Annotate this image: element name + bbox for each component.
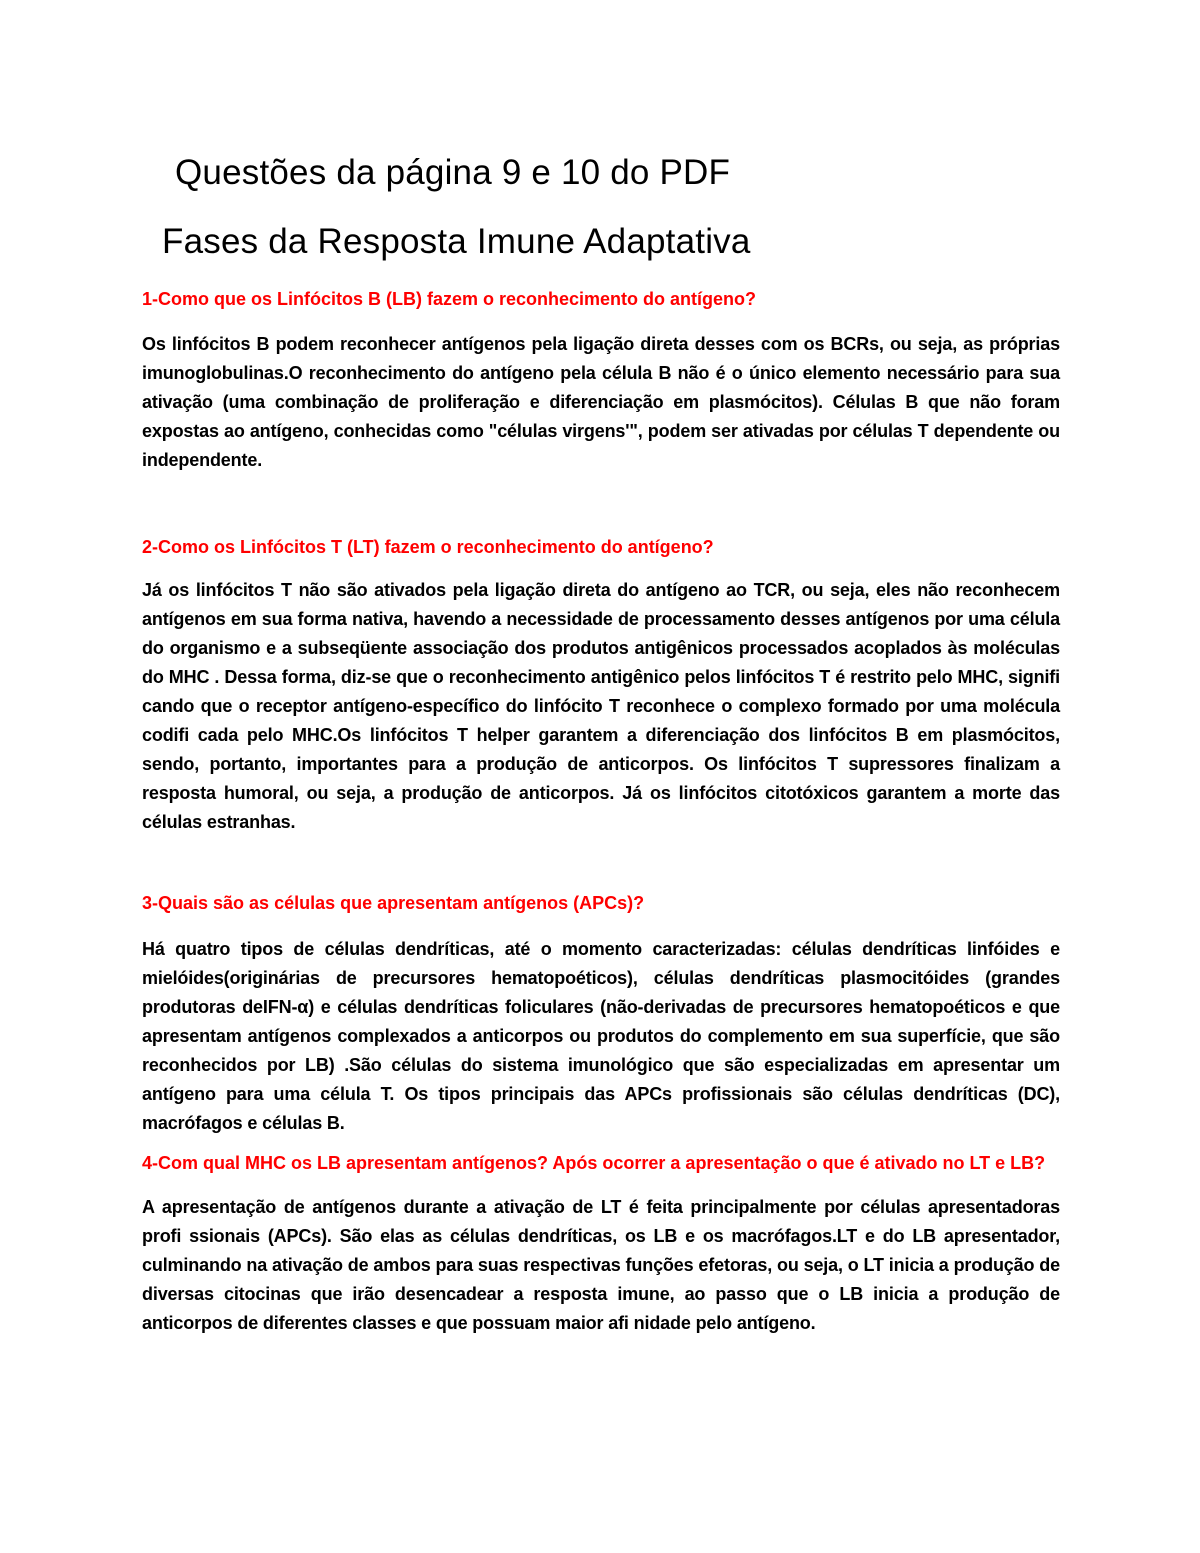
- question-4: 4-Com qual MHC os LB apresentam antígenos? Após ocorrer a apresentação o que é ativado no LT e LB?: [142, 1153, 1046, 1173]
- answer-3: Há quatro tipos de células dendríticas, até o momento caracterizadas: células dendríticas linfóides e mielóides(originárias de precursores hematopoéticos), células dendríticas plasmocitóides (grandes produtoras deIFN-α) e células dendríticas foliculares (não-derivadas de precursores hematopoéticos e que apresentam antígenos complexados a anticorpos ou produtos do complemento em sua superfície, que são reconhecidos por LB) .São células do sistema imunológico que são especializadas em apresentar um antígeno para uma célula T. Os tipos principais das APCs profissionais são células dendríticas (DC), macrófagos e células B.: [142, 939, 1060, 1133]
- page-subtitle: Fases da Resposta Imune Adaptativa: [162, 222, 751, 261]
- question-1: 1-Como que os Linfócitos B (LB) fazem o reconhecimento do antígeno?: [142, 289, 757, 309]
- answer-4: A apresentação de antígenos durante a ativação de LT é feita principalmente por células apresentadoras profi ssionais (APCs). São elas as células dendríticas, os LB e os macrófagos.LT e do LB apresentador, culminando na ativação de ambos para suas respectivas funções efetoras, ou seja, o LT inicia a produção de diversas citocinas que irão desencadear a resposta imune, ao passo que o LB inicia a produção de anticorpos de diferentes classes e que possuam maior afi nidade pelo antígeno.: [142, 1197, 1060, 1333]
- question-2: 2-Como os Linfócitos T (LT) fazem o reconhecimento do antígeno?: [142, 537, 714, 557]
- page-title: Questões da página 9 e 10 do PDF: [175, 153, 731, 192]
- answer-1: Os linfócitos B podem reconhecer antígenos pela ligação direta desses com os BCRs, ou seja, as próprias imunoglobulinas.O reconhecimento do antígeno pela célula B não é o único elemento necessário para sua ativação (uma combinação de proliferação e diferenciação em plasmócitos). Células B que não foram expostas ao antígeno, conhecidas como "células virgens'", podem ser ativadas por células T dependente ou independente.: [142, 334, 1060, 470]
- answer-2: Já os linfócitos T não são ativados pela ligação direta do antígeno ao TCR, ou seja, eles não reconhecem antígenos em sua forma nativa, havendo a necessidade de processamento desses antígenos por uma célula do organismo e a subseqüente associação dos produtos antigênicos processados acoplados às moléculas do MHC . Dessa forma, diz-se que o reconhecimento antigênico pelos linfócitos T é restrito pelo MHC, signifi cando que o receptor antígeno-específico do linfócito T reconhece o complexo formado por uma molécula codifi cada pelo MHC.Os linfócitos T helper garantem a diferenciação dos linfócitos B em plasmócitos, sendo, portanto, importantes para a produção de anticorpos. Os linfócitos T supressores finalizam a resposta humoral, ou seja, a produção de anticorpos. Já os linfócitos citotóxicos garantem a morte das células estranhas.: [142, 580, 1060, 832]
- question-3: 3-Quais são as células que apresentam antígenos (APCs)?: [142, 893, 645, 913]
